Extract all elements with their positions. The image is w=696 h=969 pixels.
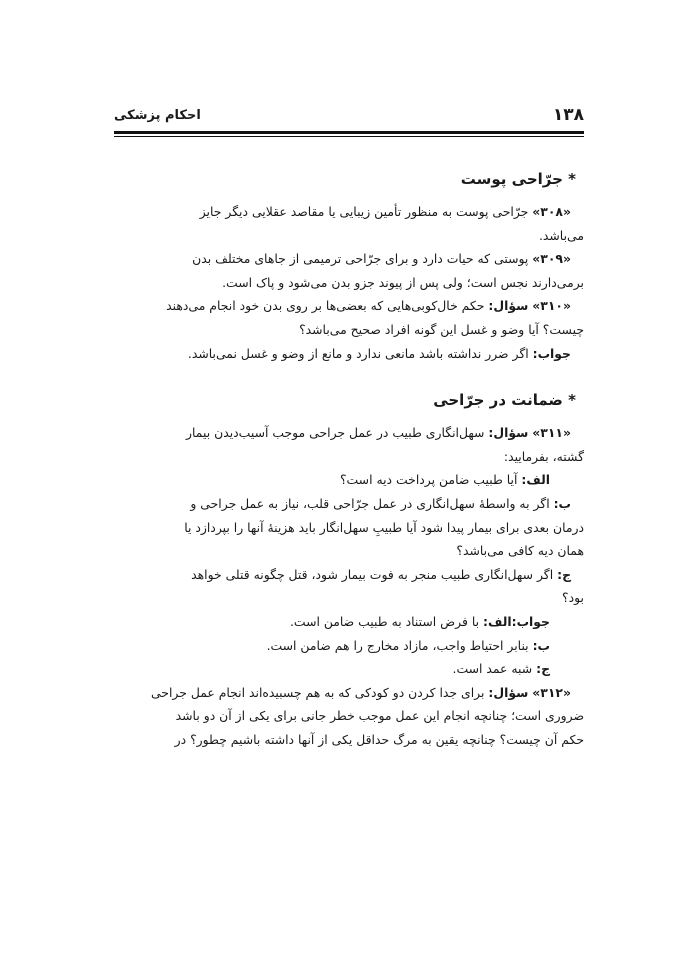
header-rule-thin: [114, 136, 584, 137]
item-text: برای جدا کردن دو کودکی که به هم چسبیده‌اند انجام عمل جراحی: [150, 684, 485, 700]
item-text: ضروری است؛ چنانچه انجام این عمل موجب خطر جانی برای یکی از آن دو باشد: [175, 708, 584, 724]
part-text: بود؟: [562, 590, 584, 606]
item-309-line1: [114, 247, 584, 271]
item-308-line1: [114, 200, 584, 224]
page-header: [114, 103, 584, 127]
part-text: همان دیه کافی می‌باشد؟: [456, 543, 584, 559]
item-number: «۳۱۲»: [532, 684, 571, 700]
answer-label: جواب:: [511, 613, 550, 629]
answer-part-label: ب:: [532, 637, 550, 653]
answer-text: با فرض استناد به طبیب ضامن است.: [289, 613, 480, 629]
item-text: برمی‌دارند نجس است؛ ولی پس از پیوند جزو بدن می‌شود و پاک است.: [222, 274, 584, 290]
item-311-answer-alef: [114, 610, 584, 634]
item-311-part-be-line2: [114, 516, 584, 540]
item-311-part-jim-line1: [114, 563, 584, 587]
item-text: حکم آن چیست؟ چنانچه یقین به مرگ حداقل یکی از آنها داشته باشیم چطور؟ در: [174, 731, 584, 747]
answer-label: جواب:: [532, 345, 571, 361]
item-number: «۳۰۸»: [532, 204, 571, 219]
item-text: می‌باشد.: [538, 227, 584, 243]
answer-text: بنابر احتیاط واجب، مازاد مخارج را هم ضامن است.: [266, 637, 529, 653]
section-heading-surgery-liability: * ضمانت در جرّاحی: [433, 391, 576, 410]
item-312-line3: [114, 728, 584, 752]
question-label: سؤال:: [488, 298, 529, 314]
answer-part-label: ج:: [536, 661, 550, 677]
item-text: جرّاحی پوست به منظور تأمین زیبایی یا مقاصد عقلایی دیگر جایز: [199, 204, 529, 219]
item-311-line2: [114, 445, 584, 469]
item-311-line1: [114, 421, 584, 445]
item-312-line1: [114, 681, 584, 705]
item-text: حکم خال‌کوبی‌هایی که بعضی‌ها بر روی بدن خود انجام می‌دهند: [166, 298, 485, 314]
item-text: پوستی که حیات دارد و برای جرّاحی ترمیمی از جاهای مختلف بدن: [192, 251, 529, 267]
item-311-answer-jim: [114, 657, 584, 681]
question-label: سؤال:: [488, 684, 529, 700]
item-309-line2: [114, 271, 584, 295]
item-text: چیست؟ آیا وضو و غسل این گونه افراد صحیح می‌باشد؟: [299, 321, 584, 337]
part-label: ب:: [553, 495, 571, 511]
item-311-answer-be: [114, 634, 584, 658]
item-number: «۳۰۹»: [532, 251, 571, 267]
part-text: درمان بعدی برای بیمار پیدا شود آیا طبیبِ سهل‌انگار باید هزینهٔ آنها را بپردازد یا: [184, 519, 584, 535]
running-title: احکام پزشکی: [114, 107, 201, 123]
item-310-line1: [114, 294, 584, 318]
item-310-line2: [114, 318, 584, 342]
part-text: اگر سهل‌انگاری طبیب منجر به فوت بیمار شود، قتل چگونه قتلی خواهد: [191, 566, 554, 582]
item-312-line2: [114, 704, 584, 728]
answer-part-label: الف:: [483, 613, 512, 629]
question-label: سؤال:: [488, 425, 529, 441]
item-310-answer: [114, 342, 584, 366]
page-number: ۱۳۸: [552, 105, 584, 125]
item-text: گشته، بفرمایید:: [503, 448, 584, 464]
part-label: ج:: [557, 566, 571, 582]
item-number: «۳۱۰»: [532, 298, 571, 314]
item-311-part-be-line1: [114, 492, 584, 516]
item-311-part-jim-line2: [114, 586, 584, 610]
item-text: سهل‌انگاری طبیب در عمل جراحی موجب آسیب‌دیدن بیمار: [186, 425, 485, 441]
header-rule-thick: [114, 131, 584, 134]
part-label: الف:: [521, 472, 550, 488]
part-text: اگر به واسطهٔ سهل‌انگاری در عمل جرّاحی قلب، نیاز به عمل جراحی و: [190, 495, 550, 511]
page-content: [114, 166, 584, 751]
item-311-part-alef: [114, 468, 584, 492]
section-heading-skin-surgery: * جرّاحی پوست: [460, 170, 576, 188]
answer-text: اگر ضرر نداشته باشد مانعی ندارد و مانع از وضو و غسل نمی‌باشد.: [187, 345, 529, 361]
part-text: آیا طبیب ضامن پرداخت دیه است؟: [339, 472, 518, 488]
item-308-line2: [114, 224, 584, 248]
item-311-part-be-line3: [114, 539, 584, 563]
item-number: «۳۱۱»: [532, 425, 571, 441]
answer-text: شبه عمد است.: [452, 661, 533, 677]
